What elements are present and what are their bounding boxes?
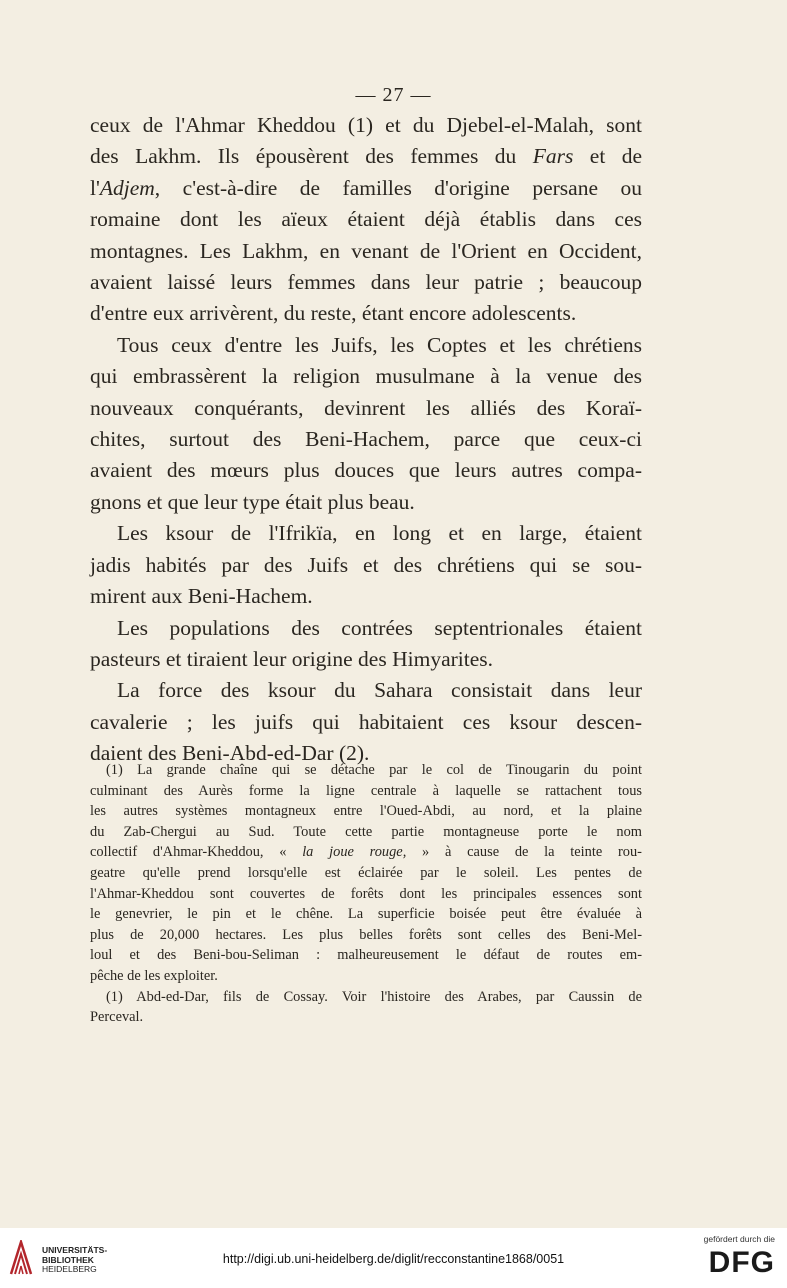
text-line: avaient laissé leurs femmes dans leur patrie ; beaucoup	[90, 270, 642, 295]
footnote-line: l'Ahmar-Kheddou sont couvertes de forêts dont les principales essences sont	[90, 885, 642, 902]
footer-bar	[0, 1228, 787, 1288]
footnote-line: culminant des Aurès forme la ligne centrale à laquelle se rattachent tous	[90, 782, 642, 799]
text-line: nouveaux conquérants, devinrent les alliés des Koraï-	[90, 395, 642, 420]
text-line: des Lakhm. Ils épousèrent des femmes du Fars et de	[90, 144, 643, 169]
body-text	[90, 110, 642, 770]
paragraph	[90, 613, 642, 676]
source-url[interactable]: http://digi.ub.uni-heidelberg.de/diglit/recconstantine1868/0051	[222, 1252, 565, 1266]
footnote-line: les autres systèmes montagneux entre l'Oued-Abdi, au nord, et la plaine	[90, 803, 642, 820]
footnote-line: pêche de les exploiter.	[90, 967, 218, 984]
text-line: gnons et que leur type était plus beau.	[90, 489, 415, 514]
library-name-line1: UNIVERSITÄTS-	[42, 1245, 108, 1255]
footnote-line: (1) La grande chaîne qui se détache par le col de Tinougarin du point	[106, 762, 642, 778]
funder-note: gefördert durch die	[703, 1234, 775, 1244]
library-name-line2: BIBLIOTHEK	[42, 1254, 94, 1265]
footnote-line: du Zab-Chergui au Sud. Toute cette partie montagneuse porte le nom	[90, 823, 642, 840]
paragraph	[90, 330, 642, 518]
text-line: jadis habités par des Juifs et des chrétiens qui se sou-	[90, 552, 642, 577]
text-line: avaient des mœurs plus douces que leurs autres compa-	[90, 458, 642, 483]
dfg-logo: DFG	[708, 1246, 775, 1279]
footnote-line: le genevrier, le pin et le chêne. La superficie boisée peut être évaluée à	[90, 906, 642, 923]
page-number: — 27 —	[355, 84, 432, 106]
footnote-line: (1) Abd-ed-Dar, fils de Cossay. Voir l'histoire des Arabes, par Caussin de	[106, 988, 642, 1005]
text-line: mirent aux Beni-Hachem.	[90, 584, 313, 609]
text-line: d'entre eux arrivèrent, du reste, étant encore adolescents.	[90, 301, 577, 326]
text-line: daient des Beni-Abd-ed-Dar (2).	[90, 741, 370, 766]
text-line: pasteurs et tiraient leur origine des Himyarites.	[90, 646, 493, 671]
footnotes	[90, 760, 642, 1028]
paragraph	[90, 675, 642, 769]
paragraph	[90, 518, 642, 612]
footnote-line: plus de 20,000 hectares. Les plus belles forêts sont celles des Beni-Mel-	[90, 926, 642, 943]
library-name-line3: HEIDELBERG	[42, 1264, 97, 1274]
text-line: Les populations des contrées septentrionales étaient	[117, 615, 642, 640]
text-line: montagnes. Les Lakhm, en venant de l'Orient en Occident,	[90, 238, 642, 263]
text-line: l'Adjem, c'est-à-dire de familles d'origine persane ou	[90, 175, 642, 200]
footnote	[90, 760, 642, 987]
footnote-line: collectif d'Ahmar-Kheddou, « la joue rouge, » à cause de la teinte rou-	[90, 844, 642, 861]
footnote-line: geatre qu'elle prend lorsqu'elle est éclairée par le soleil. Les pentes de	[90, 864, 642, 881]
text-line: qui embrassèrent la religion musulmane à la venue des	[90, 364, 642, 389]
text-line: cavalerie ; les juifs qui habitaient ces ksour descen-	[90, 709, 642, 734]
text-line: La force des ksour du Sahara consistait dans leur	[117, 678, 642, 703]
footnote	[90, 987, 642, 1028]
text-line: Les ksour de l'Ifrikïa, en long et en large, étaient	[117, 521, 642, 546]
paragraph	[90, 110, 642, 330]
footnote-line: loul et des Beni-bou-Seliman : malheureusement le défaut de routes em-	[90, 947, 642, 964]
text-line: ceux de l'Ahmar Kheddou (1) et du Djebel-el-Malah, sont	[90, 113, 642, 137]
footnote-line: Perceval.	[90, 1009, 144, 1026]
text-line: romaine dont les aïeux étaient déjà établis dans ces	[90, 207, 642, 232]
text-line: Tous ceux d'entre les Juifs, les Coptes et les chrétiens	[117, 332, 642, 357]
text-line: chites, surtout des Beni-Hachem, parce que ceux-ci	[90, 427, 642, 452]
